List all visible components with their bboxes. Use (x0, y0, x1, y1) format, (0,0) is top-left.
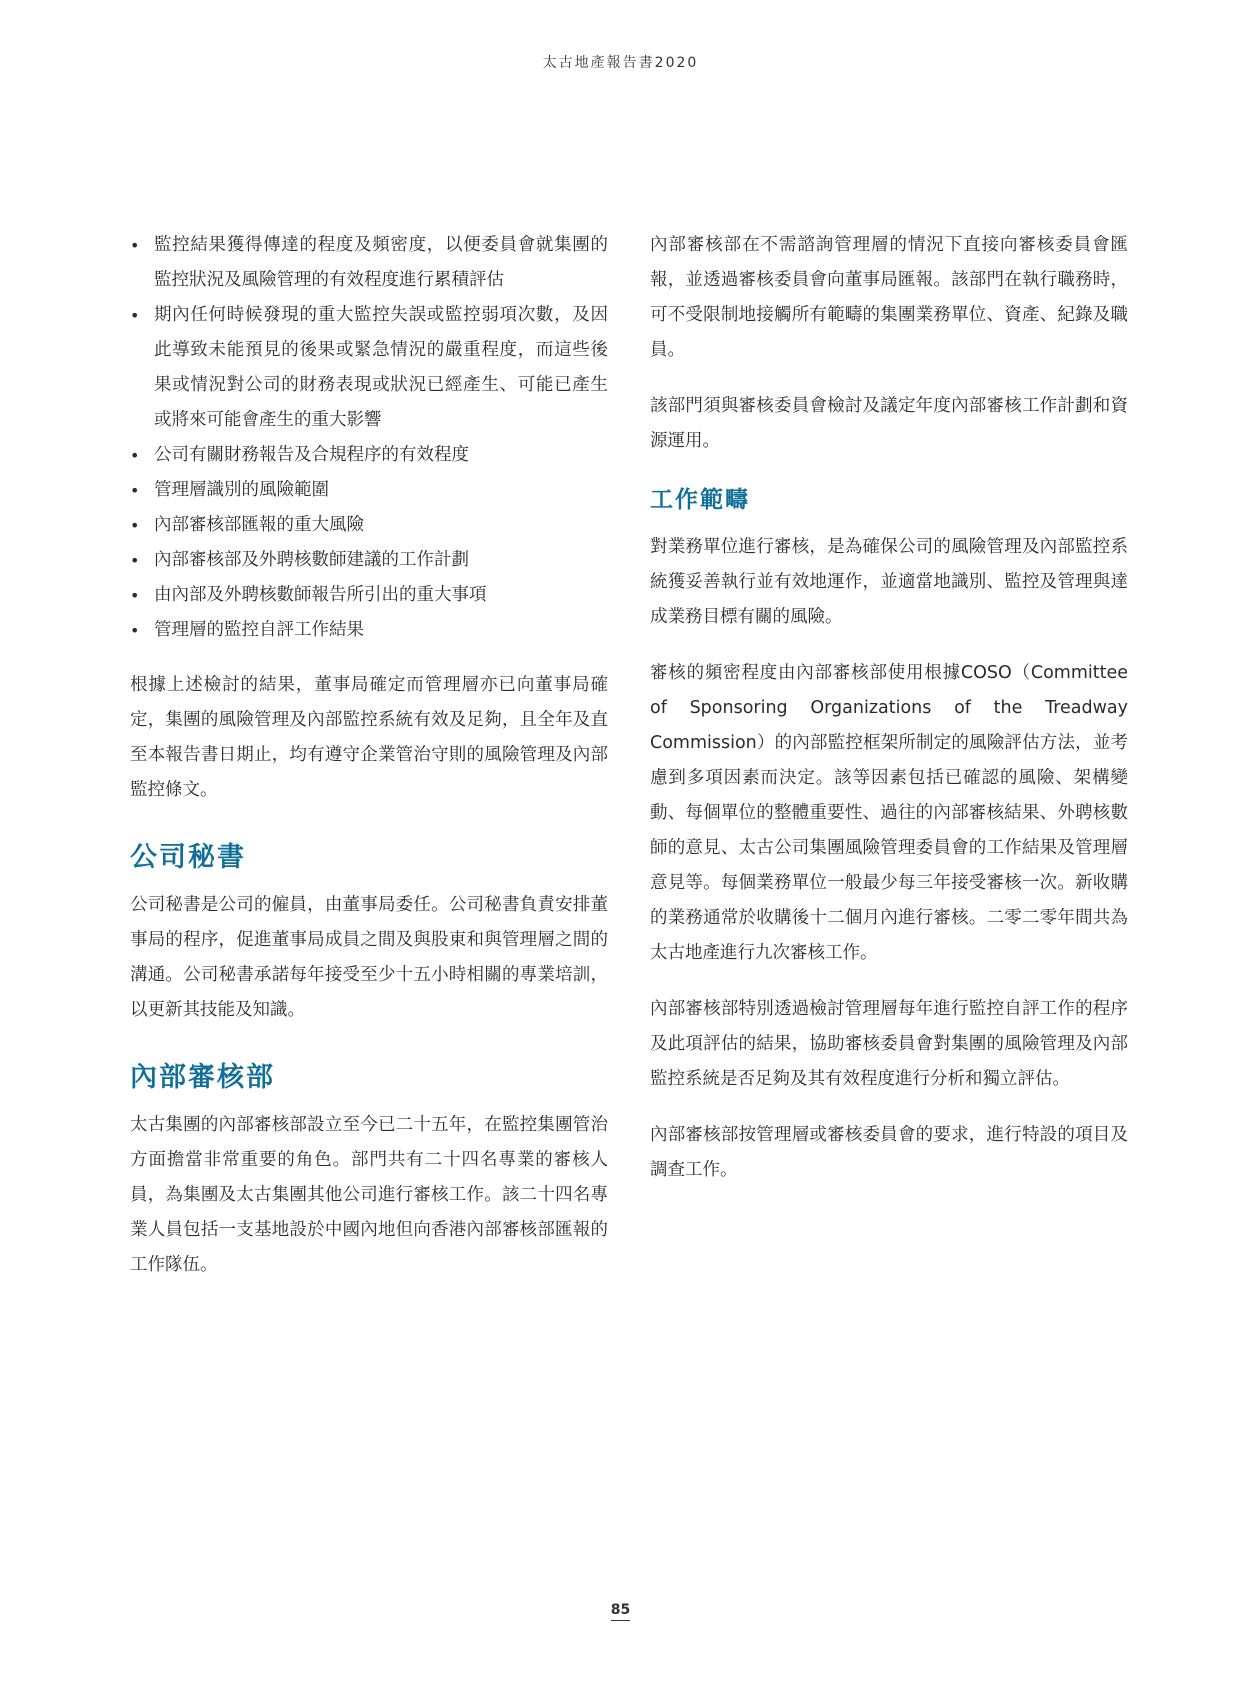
list-item: • 監控結果獲得傳達的程度及頻密度，以便委員會就集團的監控狀況及風險管理的有效程度進行累積評估 (130, 228, 608, 298)
company-secretary-paragraph: 公司秘書是公司的僱員，由董事局委任。公司秘書負責安排董事局的程序，促進董事局成員之間及與股東和與管理層之間的溝通。公司秘書承諾每年接受至少十五小時相關的專業培訓，以更新其技能及知識。 (130, 895, 608, 1020)
internal-audit-paragraph: 太古集團的內部審核部設立至今已二十五年，在監控集團管治方面擔當非常重要的角色。部門共有二十四名專業的審核人員，為集團及太古集團其他公司進行審核工作。該二十四名專業人員包括一支基地設於中國內地但向香港內部審核部匯報的工作隊伍。 (130, 1115, 608, 1275)
special-projects-paragraph: 內部審核部按管理層或審核委員會的要求，進行特設的項目及調查工作。 (650, 1125, 1128, 1180)
list-item: • 由內部及外聘核數師報告所引出的重大事項 (130, 578, 608, 613)
list-item: • 公司有關財務報告及合規程序的有效程度 (130, 438, 608, 473)
company-secretary-heading: 公司秘書 (130, 842, 246, 873)
scope-of-work-heading: 工作範疇 (650, 487, 750, 513)
scope-paragraph: 對業務單位進行審核，是為確保公司的風險管理及內部監控系統獲妥善執行並有效地運作，並適當地識別、監控及管理與達成業務目標有關的風險。 (650, 537, 1128, 627)
right-column (650, 228, 1128, 1209)
list-item: • 內部審核部及外聘核數師建議的工作計劃 (130, 543, 608, 578)
report-header-title: 太古地產報告書2020 (542, 55, 699, 71)
audit-reporting-paragraph: 內部審核部在不需諮詢管理層的情況下直接向審核委員會匯報，並透過審核委員會向董事局匯報。該部門在執行職務時，可不受限制地接觸所有範疇的集團業務單位、資產、紀錄及職員。 (650, 235, 1128, 360)
list-item: • 內部審核部匯報的重大風險 (130, 508, 608, 543)
page-number-value: 85 (611, 1602, 630, 1621)
list-item: • 期內任何時候發現的重大監控失誤或監控弱項次數，及因此導致未能預見的後果或緊急情況的嚴重程度，而這些後果或情況對公司的財務表現或狀況已經產生、可能已產生或將來可能會產生的重大影響 (130, 298, 608, 438)
self-assessment-paragraph: 內部審核部特別透過檢討管理層每年進行監控自評工作的程序及此項評估的結果，協助審核委員會對集團的風險管理及內部監控系統是否足夠及其有效程度進行分析和獨立評估。 (650, 999, 1128, 1089)
audit-plan-paragraph: 該部門須與審核委員會檢討及議定年度內部審核工作計劃和資源運用。 (650, 396, 1128, 451)
conclusion-paragraph: 根據上述檢討的結果，董事局確定而管理層亦已向董事局確定，集團的風險管理及內部監控系統有效及足夠，且全年及直至本報告書日期止，均有遵守企業管治守則的風險管理及內部監控條文。 (130, 675, 608, 800)
list-item: • 管理層的監控自評工作結果 (130, 613, 608, 648)
internal-audit-heading: 內部審核部 (130, 1062, 275, 1093)
page-number (0, 1602, 1241, 1618)
left-column (130, 228, 608, 1304)
list-item: • 管理層識別的風險範圍 (130, 473, 608, 508)
review-bullet-list (130, 228, 608, 648)
audit-frequency-paragraph: 審核的頻密程度由內部審核部使用根據COSO（Committee of Sponsoring Organizations of the Treadway Commission）的內部監控框架所制定的風險評估方法，並考慮到多項因素而決定。該等因素包括已確認的風險、架構變動、每個單位的整體重要性、過往的內部審核結果、外聘核數師的意見、太古公司集團風險管理委員會的工作結果及管理層意見等。每個業務單位一般最少每三年接受審核一次。新收購的業務通常於收購後十二個月內進行審核。二零二零年間共為太古地產進行九次審核工作。 (650, 663, 1128, 963)
